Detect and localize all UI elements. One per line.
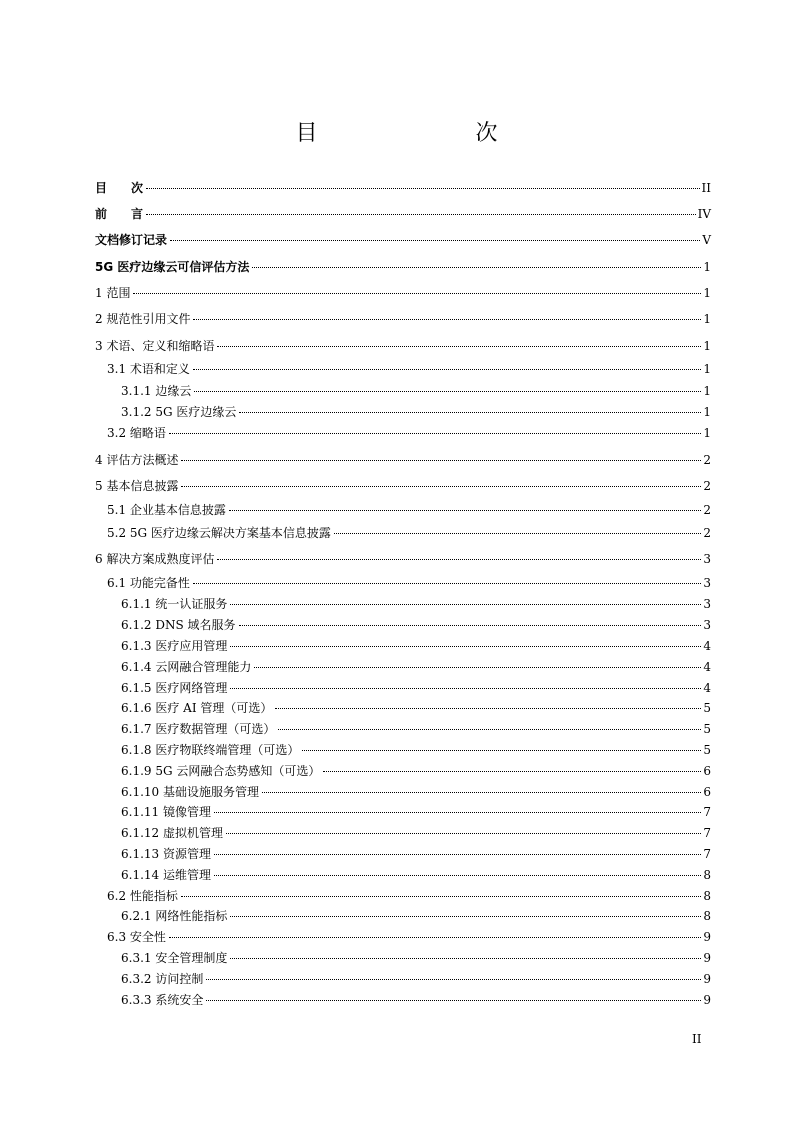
toc-entry-label: 6.1.8 医疗物联终端管理（可选）: [121, 743, 300, 757]
toc-leader-dots: [252, 267, 701, 268]
toc-entry[interactable]: [95, 660, 711, 674]
toc-leader-dots: [217, 346, 701, 347]
toc-entry[interactable]: [95, 597, 711, 611]
toc-page-number: 5: [703, 743, 711, 757]
toc-entry[interactable]: [95, 207, 711, 221]
toc-entry[interactable]: [95, 930, 711, 944]
toc-entry-label: 3.1 术语和定义: [107, 362, 190, 376]
toc-page-number: 2: [703, 526, 711, 540]
toc-leader-dots: [181, 896, 701, 897]
toc-entry-label: 6.1.4 云网融合管理能力: [121, 660, 252, 674]
toc-entry[interactable]: [95, 405, 711, 419]
toc-entry[interactable]: [95, 993, 711, 1007]
toc-entry[interactable]: [95, 286, 711, 300]
toc-entry-label: 6.1.5 医疗网络管理: [121, 681, 228, 695]
toc-leader-dots: [323, 771, 701, 772]
toc-page-number: 2: [703, 453, 711, 467]
toc-page-number: 9: [703, 972, 711, 986]
toc-leader-dots: [206, 1000, 701, 1001]
toc-page-number: 5: [703, 722, 711, 736]
toc-leader-dots: [169, 937, 701, 938]
toc-entry[interactable]: [95, 453, 711, 467]
toc-entry-label: 2 规范性引用文件: [95, 312, 191, 326]
toc-leader-dots: [193, 319, 701, 320]
toc-leader-dots: [275, 708, 701, 709]
toc-entry-label: 6.2.1 网络性能指标: [121, 909, 228, 923]
toc-entry[interactable]: [95, 785, 711, 799]
toc-page-number: 8: [703, 909, 711, 923]
toc-entry-label: 5.2 5G 医疗边缘云解决方案基本信息披露: [107, 526, 331, 540]
toc-entry[interactable]: [95, 909, 711, 923]
toc-entry-label: 5 基本信息披露: [95, 479, 179, 493]
toc-page-number: 3: [703, 552, 711, 566]
toc-leader-dots: [239, 625, 702, 626]
toc-leader-dots: [262, 792, 701, 793]
toc-entry-label: 6.3.1 安全管理制度: [121, 951, 228, 965]
toc-leader-dots: [278, 729, 701, 730]
toc-leader-dots: [193, 583, 701, 584]
toc-entry-label: 6.1.14 运维管理: [121, 868, 211, 882]
toc-entry[interactable]: [95, 681, 711, 695]
toc-entry-label: 6.1.11 镜像管理: [121, 805, 211, 819]
toc-entry[interactable]: [95, 260, 711, 274]
toc-leader-dots: [230, 958, 701, 959]
toc-leader-dots: [230, 688, 701, 689]
toc-entry[interactable]: [95, 362, 711, 376]
toc-entry-label: 3.1.1 边缘云: [121, 384, 192, 398]
toc-entry-label: 文档修订记录: [95, 233, 168, 247]
toc-entry[interactable]: [95, 847, 711, 861]
toc-entry[interactable]: [95, 503, 711, 517]
toc-page-number: 4: [703, 639, 711, 653]
toc-entry-label: 4 评估方法概述: [95, 453, 179, 467]
toc-page-number: 4: [703, 660, 711, 674]
toc-page-number: II: [701, 181, 711, 195]
toc-entry-label: 6.1.1 统一认证服务: [121, 597, 228, 611]
toc-leader-dots: [229, 510, 701, 511]
toc-leader-dots: [146, 214, 696, 215]
toc-entry-label: 6.1.12 虚拟机管理: [121, 826, 223, 840]
toc-entry[interactable]: [95, 312, 711, 326]
toc-leader-dots: [254, 667, 701, 668]
toc-entry-label: 3.1.2 5G 医疗边缘云: [121, 405, 237, 419]
toc-entry-label: 6.3.3 系统安全: [121, 993, 204, 1007]
toc-entry-label: 1 范围: [95, 286, 131, 300]
toc-entry[interactable]: [95, 233, 711, 247]
toc-page-number: 3: [703, 576, 711, 590]
toc-entry[interactable]: [95, 972, 711, 986]
toc-entry[interactable]: [95, 722, 711, 736]
toc-page-number: 1: [703, 426, 711, 440]
toc-leader-dots: [230, 646, 701, 647]
toc-entry-label: 5G 医疗边缘云可信评估方法: [95, 260, 250, 274]
toc-entry[interactable]: [95, 951, 711, 965]
toc-leader-dots: [302, 750, 701, 751]
toc-page-number: 4: [703, 681, 711, 695]
toc-entry-label: 6.1.2 DNS 域名服务: [121, 618, 236, 632]
toc-page-number: 5: [703, 701, 711, 715]
toc-page-number: 2: [703, 479, 711, 493]
toc-entry[interactable]: [95, 552, 711, 566]
toc-entry-label: 6.3 安全性: [107, 930, 166, 944]
toc-entry-label: 3.2 缩略语: [107, 426, 166, 440]
toc-page-number: 9: [703, 930, 711, 944]
toc-page-number: 1: [703, 362, 711, 376]
toc-page-number: 6: [703, 785, 711, 799]
toc-entry-label: 6.1.10 基础设施服务管理: [121, 785, 259, 799]
toc-page-number: 7: [703, 826, 711, 840]
toc-entry-label: 6.3.2 访问控制: [121, 972, 204, 986]
toc-leader-dots: [230, 916, 701, 917]
toc-leader-dots: [194, 391, 701, 392]
toc-leader-dots: [146, 188, 700, 189]
toc-entry[interactable]: [95, 701, 711, 715]
page-title: 目 次: [295, 121, 536, 146]
toc-leader-dots: [133, 293, 701, 294]
toc-page-number: 8: [703, 868, 711, 882]
toc-entry-label: 前 言: [95, 207, 144, 221]
toc-leader-dots: [169, 433, 701, 434]
toc-entry-label: 5.1 企业基本信息披露: [107, 503, 226, 517]
toc-leader-dots: [181, 460, 701, 461]
toc-page-number: 3: [703, 618, 711, 632]
toc-page-number: 7: [703, 805, 711, 819]
toc-entry[interactable]: [95, 426, 711, 440]
toc-entry-label: 6.1.7 医疗数据管理（可选）: [121, 722, 276, 736]
toc-leader-dots: [214, 854, 701, 855]
toc-page-number: 1: [703, 286, 711, 300]
toc-page-number: 8: [703, 889, 711, 903]
toc-entry-label: 目 次: [95, 181, 144, 195]
toc-leader-dots: [170, 240, 700, 241]
toc-entry-label: 6 解决方案成熟度评估: [95, 552, 215, 566]
toc-entry[interactable]: [95, 576, 711, 590]
toc-page-number: 1: [703, 384, 711, 398]
footer-page-number: II: [692, 1032, 702, 1046]
toc-entry[interactable]: [95, 805, 711, 819]
toc-leader-dots: [214, 812, 701, 813]
toc-entry-label: 6.1 功能完备性: [107, 576, 190, 590]
toc-leader-dots: [226, 833, 701, 834]
toc-page-number: IV: [697, 207, 711, 221]
toc-leader-dots: [214, 875, 701, 876]
toc-entry-label: 6.1.6 医疗 AI 管理（可选）: [121, 701, 273, 715]
toc-page-number: 3: [703, 597, 711, 611]
toc-entry[interactable]: [95, 868, 711, 882]
toc-leader-dots: [193, 369, 701, 370]
toc-entry[interactable]: [95, 826, 711, 840]
toc-leader-dots: [239, 412, 701, 413]
toc-entry-label: 6.2 性能指标: [107, 889, 178, 903]
toc-page-number: 2: [703, 503, 711, 517]
toc-leader-dots: [181, 486, 701, 487]
toc-entry[interactable]: [95, 889, 711, 903]
toc-entry[interactable]: [95, 339, 711, 353]
toc-entry[interactable]: [95, 618, 711, 632]
toc-leader-dots: [217, 559, 701, 560]
toc-page-number: 7: [703, 847, 711, 861]
toc-entry[interactable]: [95, 526, 711, 540]
toc-page-number: 1: [703, 339, 711, 353]
toc-page-number: 1: [703, 312, 711, 326]
toc-leader-dots: [334, 533, 701, 534]
toc-entry-label: 6.1.9 5G 云网融合态势感知（可选）: [121, 764, 321, 778]
toc-page-number: 9: [703, 951, 711, 965]
toc-entry[interactable]: [95, 384, 711, 398]
toc-entry[interactable]: [95, 181, 711, 195]
toc-entry[interactable]: [95, 743, 711, 757]
toc-page-number: 9: [703, 993, 711, 1007]
toc-page-number: V: [702, 233, 711, 247]
toc-page-number: 6: [703, 764, 711, 778]
toc-entry[interactable]: [95, 479, 711, 493]
toc-entry-label: 3 术语、定义和缩略语: [95, 339, 215, 353]
toc-page-number: 1: [703, 260, 711, 274]
toc-entry-label: 6.1.13 资源管理: [121, 847, 211, 861]
toc-page-number: 1: [703, 405, 711, 419]
toc-leader-dots: [206, 979, 701, 980]
toc-leader-dots: [230, 604, 701, 605]
toc-entry-label: 6.1.3 医疗应用管理: [121, 639, 228, 653]
toc-entry[interactable]: [95, 639, 711, 653]
toc-entry[interactable]: [95, 764, 711, 778]
